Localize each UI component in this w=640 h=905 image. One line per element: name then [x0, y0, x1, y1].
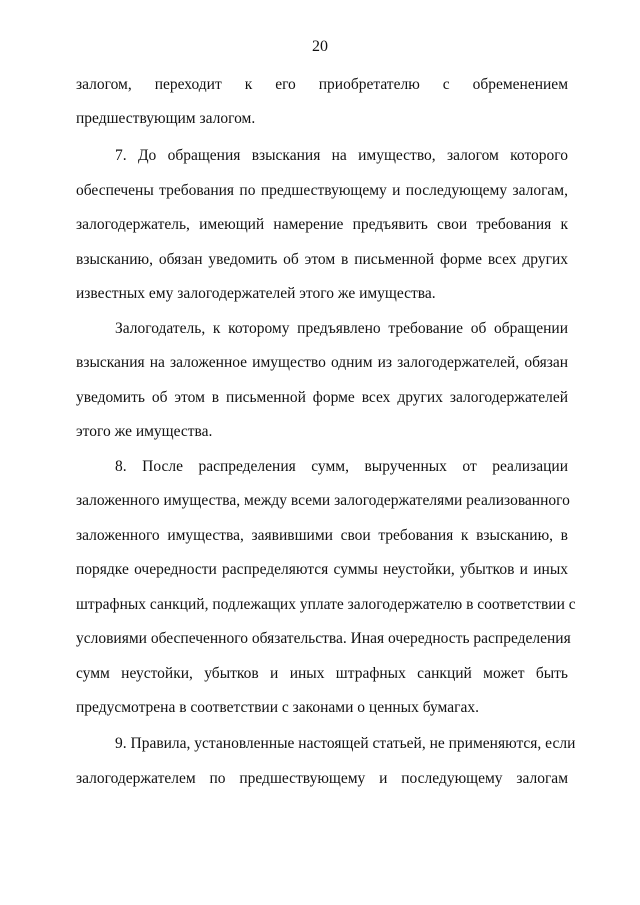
text-line: условиями обеспеченного обязательства. Иная очередность распределения	[76, 630, 571, 647]
paragraph-start: 9. Правила, установленные настоящей статьей, не применяются, если	[115, 735, 576, 752]
paragraph-start: Залогодатель, к которому предъявлено требование об обращении	[115, 320, 568, 337]
text-line: штрафных санкций, подлежащих уплате залогодержателю в соответствии с	[76, 596, 576, 613]
text-line: этого же имущества.	[76, 423, 213, 440]
page-number: 20	[312, 38, 328, 55]
text-line: сумм неустойки, убытков и иных штрафных санкций может быть	[76, 665, 568, 682]
text-line: заложенного имущества, между всеми залогодержателями реализованного	[76, 492, 570, 509]
text-line: залогодержателем по предшествующему и последующему залогам	[76, 770, 568, 787]
text-line: порядке очередности распределяются суммы неустойки, убытков и иных	[76, 561, 568, 578]
text-line: взыскания на заложенное имущество одним из залогодержателей, обязан	[76, 354, 568, 371]
paragraph-start: 8. После распределения сумм, вырученных от реализации	[115, 458, 568, 475]
text-line: уведомить об этом в письменной форме всех других залогодержателей	[76, 389, 568, 406]
text-line: предусмотрена в соответствии с законами о ценных бумагах.	[76, 699, 479, 716]
text-line: заложенного имущества, заявившими свои требования к взысканию, в	[76, 527, 568, 544]
text-line: обеспечены требования по предшествующему и последующему залогам,	[76, 182, 568, 199]
text-line: взысканию, обязан уведомить об этом в письменной форме всех других	[76, 251, 568, 268]
text-line: известных ему залогодержателей этого же имущества.	[76, 285, 436, 302]
text-line: залогодержатель, имеющий намерение предъявить свои требования к	[76, 216, 568, 233]
paragraph-start: 7. До обращения взыскания на имущество, залогом которого	[115, 147, 568, 164]
text-line: предшествующим залогом.	[76, 110, 256, 127]
text-line: залогом, переходит к его приобретателю с обременением	[76, 76, 568, 93]
